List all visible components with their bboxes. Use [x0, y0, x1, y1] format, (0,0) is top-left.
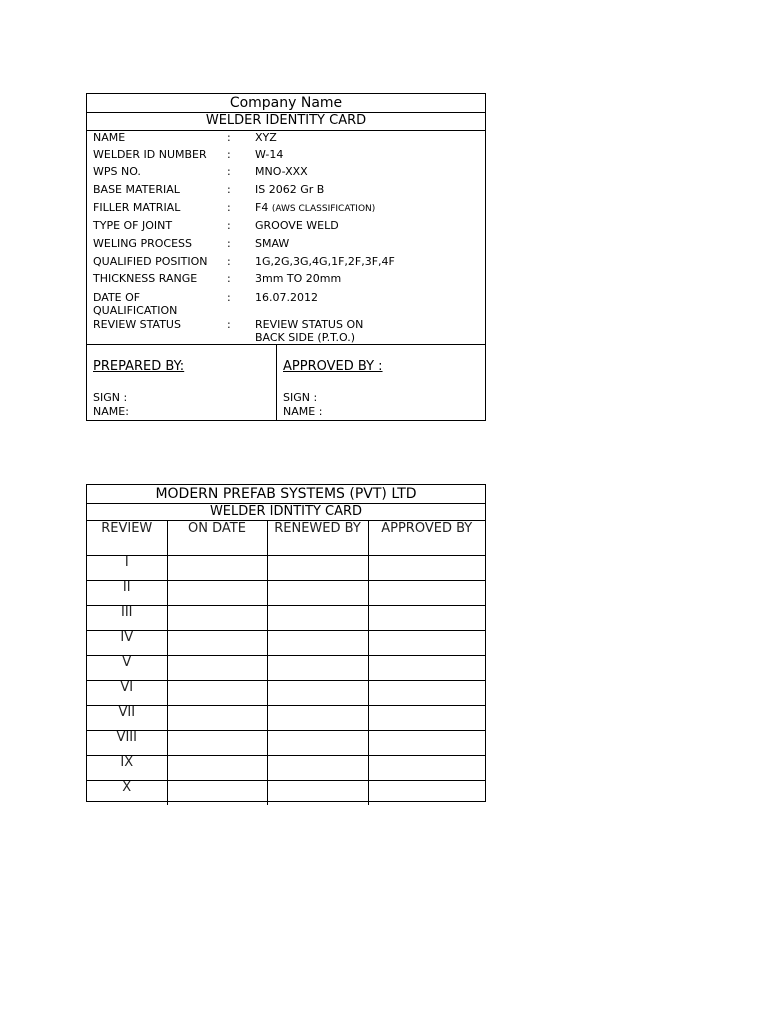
field-colon: :: [227, 219, 231, 232]
approved-sign-label: SIGN :: [283, 391, 318, 404]
field-value: IS 2062 Gr B: [255, 183, 325, 196]
field-label: THICKNESS RANGE: [93, 272, 198, 285]
table-row: [87, 631, 485, 656]
renewed-by-cell[interactable]: [267, 606, 368, 631]
back-company-name: MODERN PREFAB SYSTEMS (PVT) LTD: [87, 485, 485, 504]
review-number-cell: IV: [87, 631, 167, 656]
filler-note: (AWS CLASSIFICATION): [271, 204, 376, 214]
header-approved-by: APPROVED BY: [368, 521, 485, 556]
field-label: WPS NO.: [93, 165, 141, 178]
approved-by-heading: APPROVED BY :: [283, 359, 383, 374]
field-value: GROOVE WELD: [255, 219, 339, 232]
field-value: 3mm TO 20mm: [255, 272, 342, 285]
field-colon: :: [227, 165, 231, 178]
table-row: [87, 606, 485, 631]
review-number-cell: X: [87, 781, 167, 806]
table-row: [87, 556, 485, 581]
field-colon: :: [227, 201, 231, 214]
field-colon: :: [227, 272, 231, 285]
approved-by-cell[interactable]: [368, 681, 485, 706]
table-row: [87, 781, 485, 806]
renewed-by-cell[interactable]: [267, 681, 368, 706]
review-table: [87, 521, 485, 805]
field-colon: :: [227, 183, 231, 196]
review-number-cell: VI: [87, 681, 167, 706]
field-label: WELDER ID NUMBER: [93, 148, 207, 161]
approved-by-cell[interactable]: [368, 756, 485, 781]
prepared-by-heading: PREPARED BY:: [93, 359, 185, 374]
field-value: 16.07.2012: [255, 291, 318, 304]
header-renewed-by: RENEWED BY: [267, 521, 368, 556]
field-colon: :: [227, 291, 231, 304]
approved-by-cell[interactable]: [368, 556, 485, 581]
approved-by-cell[interactable]: [368, 581, 485, 606]
on-date-cell[interactable]: [167, 631, 267, 656]
approved-by-cell[interactable]: [368, 606, 485, 631]
card-fields: [87, 131, 485, 345]
company-name: Company Name: [87, 94, 485, 113]
header-on-date: ON DATE: [167, 521, 267, 556]
approved-name-label: NAME :: [283, 405, 323, 418]
prepared-name-label: NAME:: [93, 405, 129, 418]
field-value: REVIEW STATUS ON BACK SIDE (P.T.O.): [255, 318, 364, 344]
table-row: [87, 656, 485, 681]
renewed-by-cell[interactable]: [267, 781, 368, 806]
field-label: QUALIFIED POSITION: [93, 255, 208, 268]
field-label: WELING PROCESS: [93, 237, 192, 250]
renewed-by-cell[interactable]: [267, 706, 368, 731]
field-colon: :: [227, 255, 231, 268]
field-value: SMAW: [255, 237, 290, 250]
field-value: MNO-XXX: [255, 165, 308, 178]
signature-area: [87, 345, 485, 420]
card-title: WELDER IDENTITY CARD: [87, 113, 485, 131]
approved-by-cell[interactable]: [368, 631, 485, 656]
header-review: REVIEW: [87, 521, 167, 556]
review-number-cell: VII: [87, 706, 167, 731]
table-row: [87, 756, 485, 781]
renewed-by-cell[interactable]: [267, 731, 368, 756]
field-label: DATE OF QUALIFICATION: [93, 291, 178, 317]
on-date-cell[interactable]: [167, 581, 267, 606]
renewed-by-cell[interactable]: [267, 581, 368, 606]
table-row: [87, 706, 485, 731]
field-colon: :: [227, 237, 231, 250]
field-colon: :: [227, 148, 231, 161]
approved-by-cell[interactable]: [368, 706, 485, 731]
table-row: [87, 681, 485, 706]
back-card-title: WELDER IDNTITY CARD: [87, 504, 485, 521]
review-number-cell: IX: [87, 756, 167, 781]
on-date-cell[interactable]: [167, 606, 267, 631]
review-table-body: [87, 556, 485, 806]
table-row: [87, 731, 485, 756]
on-date-cell[interactable]: [167, 731, 267, 756]
renewed-by-cell[interactable]: [267, 631, 368, 656]
renewed-by-cell[interactable]: [267, 656, 368, 681]
review-number-cell: II: [87, 581, 167, 606]
approved-by-cell[interactable]: [368, 731, 485, 756]
on-date-cell[interactable]: [167, 681, 267, 706]
filler-value: F4: [255, 201, 272, 214]
renewed-by-cell[interactable]: [267, 756, 368, 781]
review-number-cell: VIII: [87, 731, 167, 756]
review-number-cell: III: [87, 606, 167, 631]
field-value: 1G,2G,3G,4G,1F,2F,3F,4F: [255, 255, 395, 268]
field-label: TYPE OF JOINT: [93, 219, 173, 232]
field-value: XYZ: [255, 131, 277, 144]
approved-by-cell[interactable]: [368, 656, 485, 681]
field-value: W-14: [255, 148, 284, 161]
on-date-cell[interactable]: [167, 556, 267, 581]
field-label: REVIEW STATUS: [93, 318, 181, 331]
field-label: BASE MATERIAL: [93, 183, 180, 196]
field-colon: :: [227, 131, 231, 144]
approved-by-cell[interactable]: [368, 781, 485, 806]
field-label: FILLER MATRIAL: [93, 201, 181, 214]
review-header-row: [87, 521, 485, 556]
renewed-by-cell[interactable]: [267, 556, 368, 581]
welder-identity-card-front: [86, 93, 486, 421]
review-number-cell: V: [87, 656, 167, 681]
signature-divider: [276, 345, 277, 420]
field-label: NAME: [93, 131, 126, 144]
on-date-cell[interactable]: [167, 781, 267, 806]
on-date-cell[interactable]: [167, 656, 267, 681]
prepared-sign-label: SIGN :: [93, 391, 128, 404]
on-date-cell[interactable]: [167, 756, 267, 781]
on-date-cell[interactable]: [167, 706, 267, 731]
welder-identity-card-back: [86, 484, 486, 802]
field-colon: :: [227, 318, 231, 331]
table-row: [87, 581, 485, 606]
field-value: [255, 201, 480, 216]
review-number-cell: I: [87, 556, 167, 581]
